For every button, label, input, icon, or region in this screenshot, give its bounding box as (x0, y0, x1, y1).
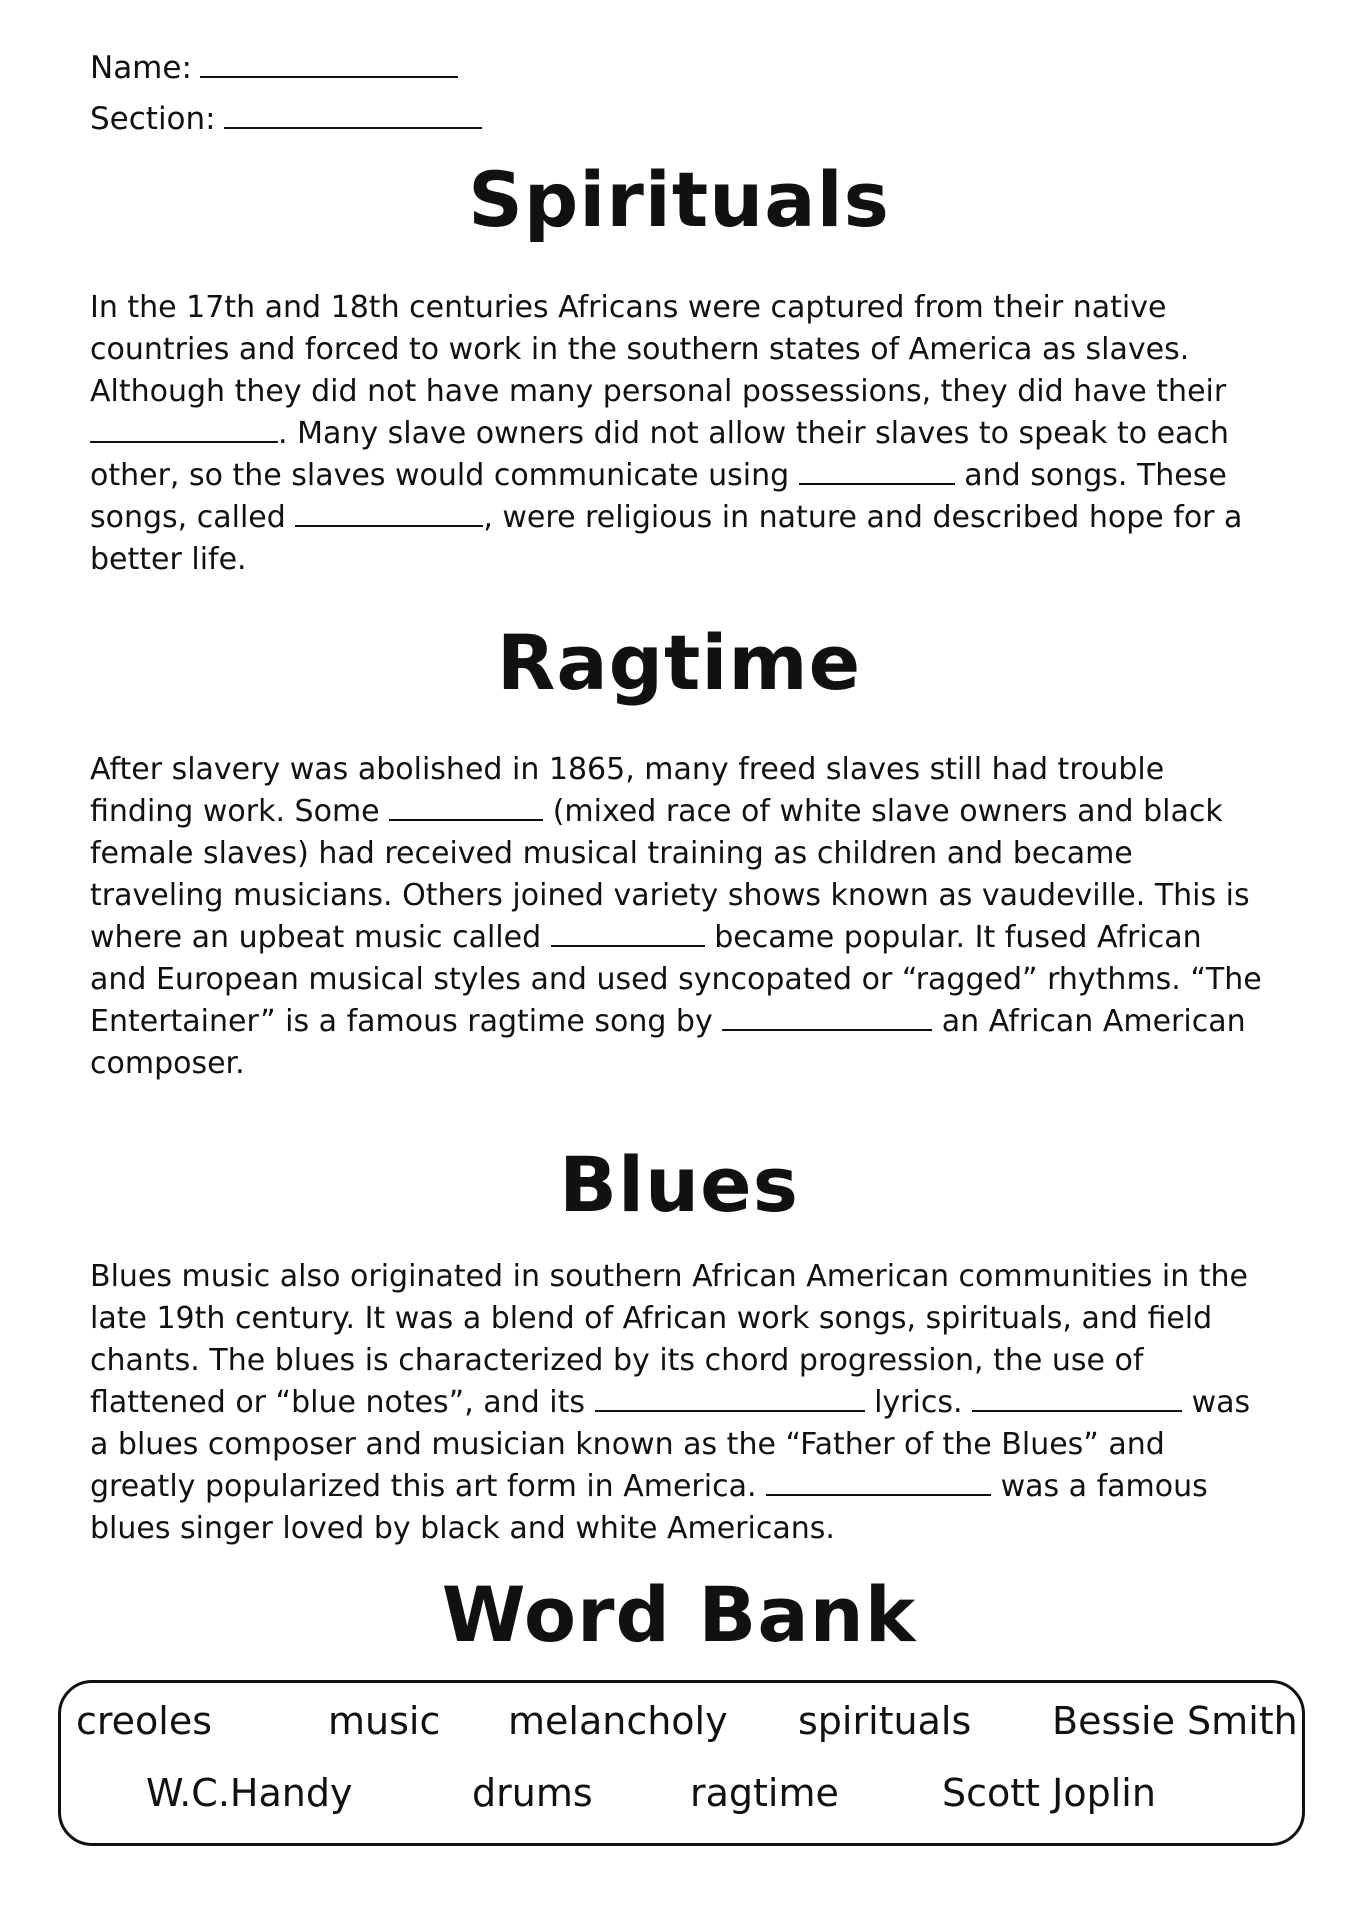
paragraph-line: In the 17th and 18th centuries Africans were captured from their native (90, 290, 1167, 325)
paragraph-line: female slaves) had received musical training as children and became (90, 836, 1133, 871)
paragraph-line: blues singer loved by black and white Americans. (90, 1511, 835, 1546)
blues-heading: Blues (559, 1140, 799, 1229)
ragtime-heading: Ragtime (496, 618, 862, 707)
paragraph-line: finding work. Some (mixed race of white slave owners and black (90, 791, 1280, 833)
word-bank-item: W.C.Handy (146, 1771, 353, 1815)
paragraph-line: flattened or “blue notes”, and its lyrics. was (90, 1382, 1280, 1424)
paragraph-line: countries and forced to work in the southern states of America as slaves. (90, 332, 1190, 367)
name-blank[interactable] (200, 46, 458, 78)
word-bank-item: Scott Joplin (942, 1771, 1156, 1815)
paragraph-line: Blues music also originated in southern African American communities in the (90, 1259, 1249, 1294)
ragtime-paragraph (90, 749, 1280, 1085)
section-blank[interactable] (224, 97, 482, 129)
name-field (90, 46, 458, 88)
fill-in-blank[interactable] (972, 1382, 1182, 1412)
paragraph-line: chants. The blues is characterized by its chord progression, the use of (90, 1343, 1144, 1378)
fill-in-blank[interactable] (295, 497, 483, 527)
word-bank-heading: Word Bank (441, 1570, 917, 1659)
paragraph-line: songs, called , were religious in nature and described hope for a (90, 497, 1280, 539)
paragraph-line: . Many slave owners did not allow their slaves to speak to each (90, 413, 1280, 455)
blues-paragraph (90, 1256, 1280, 1550)
fill-in-blank[interactable] (766, 1466, 991, 1496)
paragraph-line: late 19th century. It was a blend of African work songs, spirituals, and field (90, 1301, 1213, 1336)
paragraph-line: greatly popularized this art form in America. was a famous (90, 1466, 1280, 1508)
paragraph-line: composer. (90, 1046, 245, 1081)
word-bank-item: spirituals (798, 1699, 972, 1743)
word-bank-item: drums (472, 1771, 593, 1815)
paragraph-line: where an upbeat music called became popular. It fused African (90, 917, 1280, 959)
section-field (90, 97, 482, 139)
fill-in-blank[interactable] (722, 1001, 932, 1031)
spirituals-heading: Spirituals (468, 155, 890, 244)
word-bank-item: ragtime (690, 1771, 839, 1815)
paragraph-line: Entertainer” is a famous ragtime song by an African American (90, 1001, 1280, 1043)
paragraph-line: After slavery was abolished in 1865, many freed slaves still had trouble (90, 752, 1165, 787)
fill-in-blank[interactable] (389, 791, 543, 821)
name-label: Name: (90, 50, 192, 86)
fill-in-blank[interactable] (595, 1382, 865, 1412)
paragraph-line: a blues composer and musician known as the “Father of the Blues” and (90, 1427, 1165, 1462)
fill-in-blank[interactable] (799, 455, 955, 485)
paragraph-line: other, so the slaves would communicate using and songs. These (90, 455, 1280, 497)
word-bank-item: melancholy (508, 1699, 728, 1743)
paragraph-line: traveling musicians. Others joined variety shows known as vaudeville. This is (90, 878, 1250, 913)
word-bank-item: creoles (76, 1699, 213, 1743)
paragraph-line: and European musical styles and used syncopated or “ragged” rhythms. “The (90, 962, 1262, 997)
spirituals-paragraph (90, 287, 1280, 581)
paragraph-line: better life. (90, 542, 247, 577)
paragraph-line: Although they did not have many personal possessions, they did have their (90, 374, 1227, 409)
fill-in-blank[interactable] (90, 413, 278, 443)
section-label: Section: (90, 101, 216, 137)
word-bank-item: music (328, 1699, 441, 1743)
fill-in-blank[interactable] (551, 917, 705, 947)
word-bank-item: Bessie Smith (1052, 1699, 1298, 1743)
